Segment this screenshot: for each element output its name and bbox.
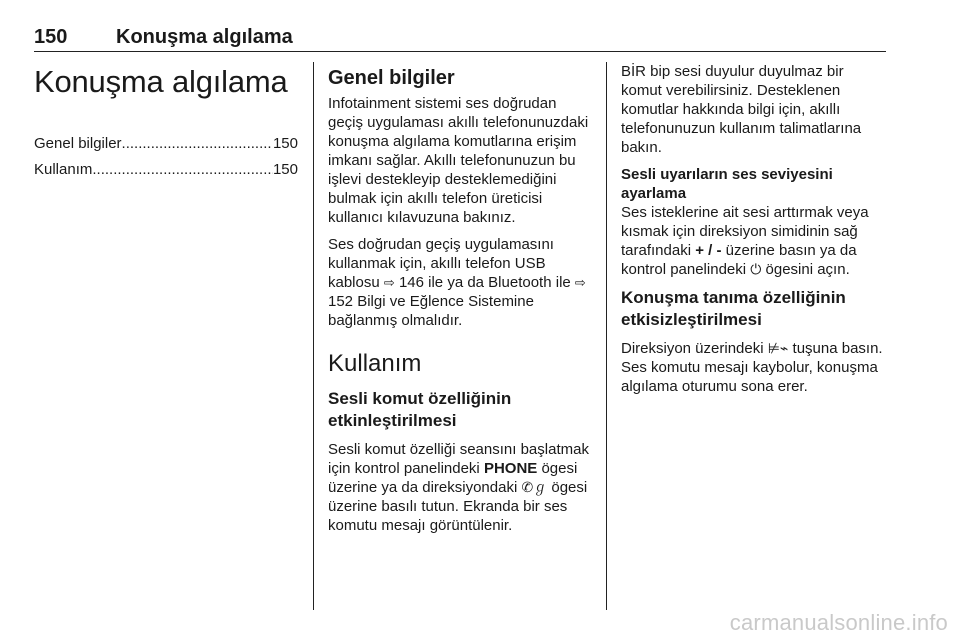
tanima-paragraph (621, 339, 887, 396)
sesli-komut-heading: Sesli komut özelliğinin etkinleştirilmesi (328, 389, 512, 430)
watermark: carmanualsonline.info (729, 610, 948, 635)
text: Ses isteklerine ait sesi arttırmak veya kısmak için direksiyon simidinin sağ tarafındaki (621, 204, 869, 259)
section-name: Konuşma algılama (116, 26, 293, 48)
chapter-title: Konuşma algılama (34, 64, 288, 99)
column-divider (606, 62, 607, 610)
uyari-paragraph (621, 203, 887, 279)
toc-label: Genel bilgiler (34, 135, 122, 152)
text: 152 Bilgi ve Eğlence Sistemine bağlanmış olmalıdır. (328, 293, 534, 329)
text: üzerine basın ya da kontrol panelindeki (621, 242, 857, 278)
genel-paragraph-1: Infotainment sistemi ses doğrudan geçiş uygulaması akıllı telefonunuzdaki konuşma algılama komutlarına erişim imkanı sağlar. Akıllı telefonunuzun bu işlevi destekleyip desteklemediğini bulmak için akıllı telefon üreticisi kullanıcı kılavuzuna bakınız. (328, 95, 589, 226)
genel-paragraph-2 (328, 235, 592, 330)
toc-leader (122, 134, 273, 154)
text: Direksiyon üzerindeki (621, 340, 768, 357)
voice-phone-icon: ✆ℊ (521, 479, 548, 495)
plus-minus-label: + / - (695, 242, 722, 259)
toc-leader (92, 160, 273, 180)
toc-column (34, 62, 298, 186)
text: ögesi üzerine basılı tutun. Ekranda bir ses komutu mesajı görüntülenir. (328, 479, 588, 534)
text: Sesli komut özelliği seansını başlatmak için kontrol panelindeki (328, 441, 589, 477)
text: 146 ile ya da Bluetooth ile (394, 274, 575, 291)
toc-page: 150 (272, 135, 298, 152)
toc-item-genel[interactable] (34, 134, 298, 154)
phone-key-label: PHONE (483, 460, 538, 477)
text: ögesini açın. (761, 261, 850, 278)
column-divider (313, 62, 314, 610)
uyari-heading: Sesli uyarıların ses seviyesini ayarlama (621, 166, 833, 202)
power-icon: ⏻ (750, 261, 762, 277)
content-column-2 (328, 62, 592, 543)
text: tuşuna basın. Ses komutu mesajı kaybolur, konuşma algılama oturumu sona erer. (621, 340, 883, 395)
kullanim-heading: Kullanım (328, 350, 422, 377)
toc-label: Kullanım (34, 161, 93, 178)
sesli-komut-paragraph (328, 440, 592, 535)
page-number: 150 (34, 26, 68, 48)
tanima-heading: Konuşma tanıma özelliğinin etkisizleştirilmesi (621, 288, 846, 329)
toc-item-kullanim[interactable] (34, 160, 298, 180)
mute-end-call-icon: ⊭⌁ (767, 340, 789, 356)
content-column-3 (621, 62, 887, 404)
genel-heading: Genel bilgiler (328, 67, 455, 89)
arrow-right-icon[interactable]: ⇨ (574, 275, 586, 290)
arrow-right-icon[interactable]: ⇨ (383, 275, 395, 290)
page-header (34, 26, 886, 52)
header-rule (34, 51, 886, 52)
text: Ses doğrudan geçiş uygulamasını kullanmak için, akıllı telefon USB kablosu (328, 236, 554, 291)
text: ögesi üzerine ya da direksiyondaki (328, 460, 578, 496)
toc-page: 150 (272, 161, 298, 178)
bip-paragraph: BİR bip sesi duyulur duyulmaz bir komut verebilirsiniz. Desteklenen komutlar hakkında bilgi için, akıllı telefonunuzun kullanım talimatlarına bakın. (621, 63, 862, 156)
